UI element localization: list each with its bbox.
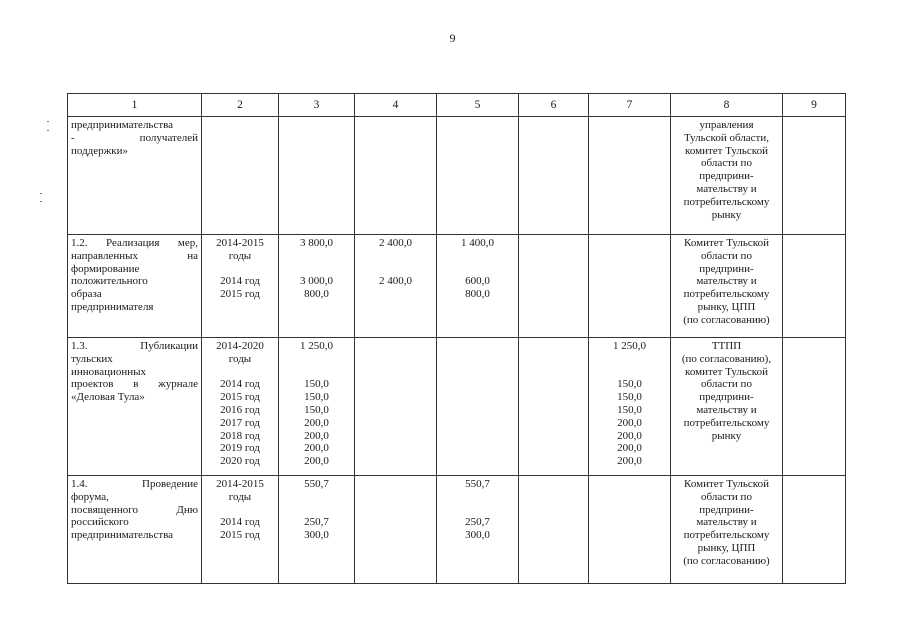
cell-line: 3 800,0 bbox=[300, 237, 333, 249]
cell-line: 150,0 bbox=[304, 403, 329, 416]
cell-col-7 bbox=[589, 338, 671, 476]
cell-line: рынку bbox=[711, 208, 742, 221]
cell-line: потребительскому bbox=[683, 288, 770, 301]
cell-line: 150,0 bbox=[617, 403, 642, 416]
cell-line: 200,0 bbox=[304, 416, 329, 429]
cell-col-8 bbox=[671, 235, 783, 338]
cell-line: 1 400,0 bbox=[461, 237, 494, 249]
cell-line bbox=[204, 504, 276, 517]
cell-line: рынку bbox=[711, 429, 742, 442]
cell-col-1 bbox=[68, 235, 202, 338]
cell-line: положительного bbox=[71, 275, 148, 288]
cell-line: 200,0 bbox=[304, 455, 329, 468]
cell-col-1 bbox=[68, 338, 202, 476]
cell-col-5 bbox=[437, 338, 519, 476]
cell-line: рынку, ЦПП bbox=[697, 300, 756, 313]
cell-col-2 bbox=[202, 338, 279, 476]
header-col-5: 5 bbox=[437, 94, 519, 117]
cell-col-4 bbox=[355, 117, 437, 235]
cell-line: 2015 год bbox=[220, 288, 260, 301]
cell-line: 2019 год bbox=[220, 442, 260, 455]
cell-col-7 bbox=[589, 476, 671, 584]
cell-line: 150,0 bbox=[617, 391, 642, 404]
cell-col-3 bbox=[279, 117, 355, 235]
cell-line: 550,7 bbox=[304, 478, 329, 490]
cell-line: 300,0 bbox=[304, 529, 329, 542]
scan-speck bbox=[47, 121, 49, 122]
header-col-3: 3 bbox=[279, 94, 355, 117]
cell-col-2 bbox=[202, 476, 279, 584]
cell-line: области по bbox=[701, 378, 752, 391]
cell-line: комитет Тульской bbox=[685, 365, 768, 378]
cell-line: образа bbox=[71, 288, 102, 301]
cell-line: мательству и bbox=[696, 182, 757, 195]
cell-line: Тульской области, bbox=[683, 131, 770, 144]
cell-line: 150,0 bbox=[617, 378, 642, 391]
cell-col-4 bbox=[355, 476, 437, 584]
cell-col-2 bbox=[202, 117, 279, 235]
cell-col-7 bbox=[589, 117, 671, 235]
cell-line: 250,7 bbox=[304, 516, 329, 529]
cell-line: потребительскому bbox=[683, 195, 770, 208]
cell-line: 550,7 bbox=[465, 478, 490, 490]
cell-line bbox=[441, 250, 514, 263]
cell-line: 2016 год bbox=[220, 403, 260, 416]
cell-col-8 bbox=[671, 338, 783, 476]
cell-line bbox=[593, 353, 666, 366]
header-col-6: 6 bbox=[519, 94, 589, 117]
cell-line: Комитет Тульской bbox=[684, 237, 769, 249]
cell-col-3 bbox=[279, 476, 355, 584]
cell-line: «Деловая Тула» bbox=[71, 391, 145, 404]
cell-line: предприни- bbox=[699, 170, 754, 183]
cell-line: (по согласованию) bbox=[683, 313, 770, 326]
cell-line: 2014-2020 bbox=[216, 340, 264, 352]
cell-line: 200,0 bbox=[617, 429, 642, 442]
cell-line: 2020 год bbox=[220, 455, 260, 468]
cell-line: ТТПП bbox=[711, 340, 742, 352]
page-number: 9 bbox=[449, 31, 456, 45]
cell-line: 3 000,0 bbox=[300, 275, 333, 288]
cell-line: 800,0 bbox=[304, 288, 329, 301]
cell-line: (по согласованию), bbox=[681, 352, 772, 365]
cell-line bbox=[441, 504, 514, 517]
cell-col-9 bbox=[783, 476, 846, 584]
cell-col-8 bbox=[671, 476, 783, 584]
cell-line: - получателей bbox=[71, 131, 198, 144]
cell-line: 150,0 bbox=[304, 378, 329, 391]
cell-col-6 bbox=[519, 476, 589, 584]
cell-line: Комитет Тульской bbox=[684, 478, 769, 490]
cell-line: области по bbox=[701, 249, 752, 262]
cell-line bbox=[283, 366, 350, 379]
cell-line: 1.3. Публикации bbox=[71, 340, 198, 352]
cell-line: направленных на bbox=[71, 249, 198, 262]
table-row bbox=[68, 476, 846, 584]
cell-line bbox=[283, 353, 350, 366]
cell-line bbox=[204, 366, 276, 379]
cell-line: 2015 год bbox=[220, 391, 260, 404]
cell-line: предприни- bbox=[699, 503, 754, 516]
cell-line: 1.2. Реализация мер, bbox=[71, 237, 198, 249]
cell-line: 2017 год bbox=[220, 416, 260, 429]
cell-line: 2 400,0 bbox=[379, 237, 412, 249]
cell-col-7 bbox=[589, 235, 671, 338]
table-row bbox=[68, 338, 846, 476]
cell-line bbox=[441, 263, 514, 276]
cell-line: предпринимательства bbox=[71, 529, 174, 542]
cell-line: 250,7 bbox=[465, 516, 490, 529]
cell-line: тульских bbox=[71, 352, 113, 365]
cell-line: управления bbox=[699, 119, 754, 131]
cell-line: 1 250,0 bbox=[300, 340, 333, 352]
cell-col-1 bbox=[68, 117, 202, 235]
cell-line: предприни- bbox=[699, 262, 754, 275]
cell-line: предприни- bbox=[699, 391, 754, 404]
header-col-4: 4 bbox=[355, 94, 437, 117]
cell-col-3 bbox=[279, 338, 355, 476]
cell-col-9 bbox=[783, 235, 846, 338]
cell-col-6 bbox=[519, 117, 589, 235]
scan-speck bbox=[40, 193, 42, 194]
cell-line: 200,0 bbox=[617, 455, 642, 468]
cell-line: поддержки» bbox=[71, 144, 128, 157]
cell-col-5 bbox=[437, 476, 519, 584]
cell-line: 200,0 bbox=[617, 442, 642, 455]
cell-col-5 bbox=[437, 117, 519, 235]
cell-col-5 bbox=[437, 235, 519, 338]
cell-line: 200,0 bbox=[304, 442, 329, 455]
cell-line: годы bbox=[228, 490, 252, 503]
header-col-9: 9 bbox=[783, 94, 846, 117]
program-table bbox=[67, 93, 846, 584]
header-col-7: 7 bbox=[589, 94, 671, 117]
cell-line: проектов в журнале bbox=[71, 378, 198, 391]
cell-col-6 bbox=[519, 235, 589, 338]
header-col-1: 1 bbox=[68, 94, 202, 117]
cell-line bbox=[359, 250, 432, 263]
header-col-2: 2 bbox=[202, 94, 279, 117]
cell-line bbox=[283, 250, 350, 263]
cell-line bbox=[204, 263, 276, 276]
cell-line: 300,0 bbox=[465, 529, 490, 542]
cell-col-9 bbox=[783, 117, 846, 235]
cell-line: 2014-2015 bbox=[216, 237, 264, 249]
cell-line: 2014 год bbox=[220, 275, 260, 288]
cell-line: 200,0 bbox=[617, 416, 642, 429]
cell-line: годы bbox=[228, 249, 252, 262]
scan-speck bbox=[47, 130, 49, 131]
cell-line: годы bbox=[228, 352, 252, 365]
cell-line: мательству и bbox=[696, 516, 757, 529]
header-col-8: 8 bbox=[671, 94, 783, 117]
cell-line: области по bbox=[701, 157, 752, 170]
cell-line: 1.4. Проведение bbox=[71, 478, 198, 490]
cell-line: 800,0 bbox=[465, 288, 490, 301]
cell-line: 2014 год bbox=[220, 378, 260, 391]
cell-line: 150,0 bbox=[304, 391, 329, 404]
cell-line: потребительскому bbox=[683, 529, 770, 542]
table-row bbox=[68, 117, 846, 235]
cell-col-4 bbox=[355, 338, 437, 476]
cell-line: (по согласованию) bbox=[683, 554, 770, 567]
cell-line: 2015 год bbox=[220, 529, 260, 542]
cell-line: 2014 год bbox=[220, 516, 260, 529]
cell-line: 200,0 bbox=[304, 429, 329, 442]
scan-speck bbox=[40, 201, 42, 202]
cell-line: 2 400,0 bbox=[379, 275, 412, 288]
cell-line: предпринимательства bbox=[71, 119, 174, 131]
cell-line: инновационных bbox=[71, 365, 147, 378]
cell-col-2 bbox=[202, 235, 279, 338]
cell-line: предпринимателя bbox=[71, 300, 154, 313]
cell-line: мательству и bbox=[696, 275, 757, 288]
cell-line: посвященного Дню bbox=[71, 503, 198, 516]
cell-col-1 bbox=[68, 476, 202, 584]
cell-line: комитет Тульской bbox=[685, 144, 768, 157]
cell-line bbox=[593, 366, 666, 379]
cell-col-6 bbox=[519, 338, 589, 476]
cell-line: форума, bbox=[71, 490, 109, 503]
cell-line: 2018 год bbox=[220, 429, 260, 442]
cell-col-4 bbox=[355, 235, 437, 338]
cell-line: рынку, ЦПП bbox=[697, 541, 756, 554]
cell-line bbox=[283, 491, 350, 504]
cell-line bbox=[359, 263, 432, 276]
cell-line: области по bbox=[701, 490, 752, 503]
cell-line: 600,0 bbox=[465, 275, 490, 288]
cell-line: российского bbox=[71, 516, 129, 529]
table-row bbox=[68, 235, 846, 338]
cell-col-3 bbox=[279, 235, 355, 338]
cell-line: 2014-2015 bbox=[216, 478, 264, 490]
cell-line: мательству и bbox=[696, 403, 757, 416]
cell-col-9 bbox=[783, 338, 846, 476]
cell-line bbox=[283, 263, 350, 276]
cell-line: 1 250,0 bbox=[613, 340, 646, 352]
cell-col-8 bbox=[671, 117, 783, 235]
cell-line: формирование bbox=[71, 262, 140, 275]
header-row bbox=[68, 94, 846, 117]
cell-line bbox=[441, 491, 514, 504]
cell-line: потребительскому bbox=[683, 416, 770, 429]
cell-line bbox=[283, 504, 350, 517]
